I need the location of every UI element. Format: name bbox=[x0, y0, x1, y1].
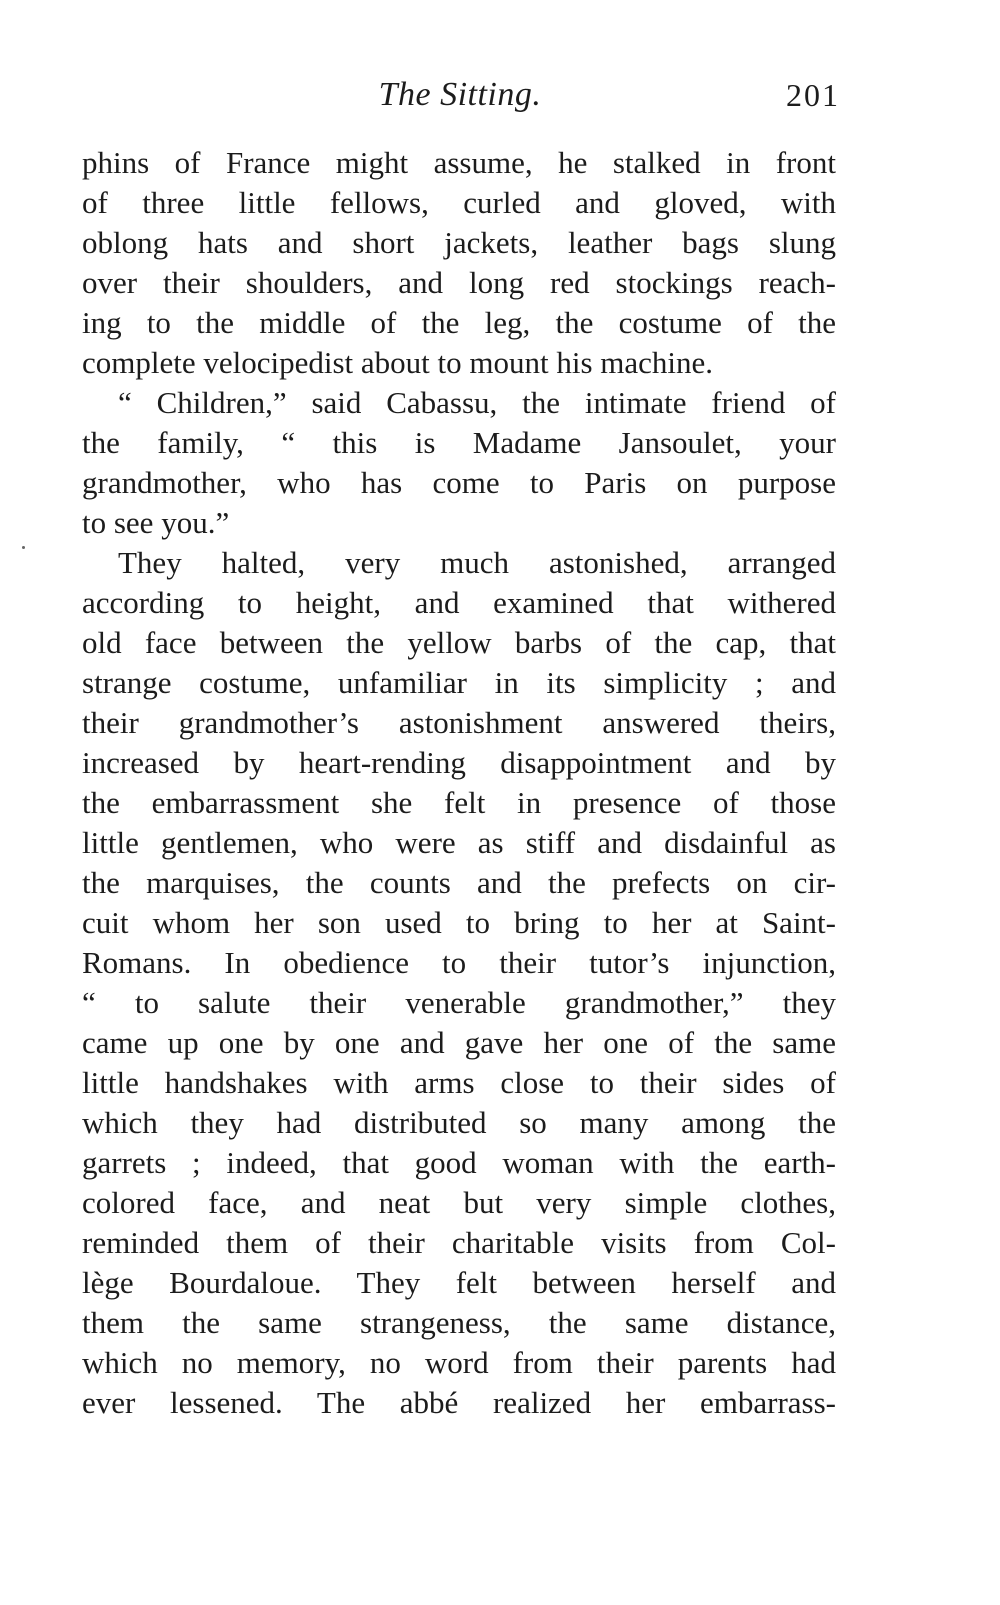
text-line: according to height, and examined that withered bbox=[82, 585, 836, 620]
text-line: old face between the yellow barbs of the cap, that bbox=[82, 625, 836, 660]
text-line: little gentlemen, who were as stiff and disdainful as bbox=[82, 825, 836, 860]
text-line: the family, “ this is Madame Jansoulet, your bbox=[82, 425, 836, 460]
text-line: the marquises, the counts and the prefects on cir- bbox=[82, 865, 836, 900]
text-line: increased by heart-rending disappointment and by bbox=[82, 745, 836, 780]
running-head bbox=[80, 70, 840, 120]
text-line: ing to the middle of the leg, the costume of the bbox=[82, 305, 836, 340]
text-line: which no memory, no word from their parents had bbox=[82, 1345, 836, 1380]
text-line: complete velocipedist about to mount his machine. bbox=[82, 345, 714, 380]
text-line: strange costume, unfamiliar in its simplicity ; and bbox=[82, 665, 836, 700]
body-text bbox=[82, 143, 836, 1423]
text-line: of three little fellows, curled and gloved, with bbox=[82, 185, 836, 220]
text-line: lège Bourdaloue. They felt between herself and bbox=[82, 1265, 836, 1300]
text-line: their grandmother’s astonishment answered theirs, bbox=[82, 705, 836, 740]
text-line: phins of France might assume, he stalked in front bbox=[82, 145, 836, 180]
text-line: Romans. In obedience to their tutor’s injunction, bbox=[82, 945, 836, 980]
text-line: cuit whom her son used to bring to her at Saint- bbox=[82, 905, 836, 940]
text-line: over their shoulders, and long red stockings reach- bbox=[82, 265, 836, 300]
text-line: little handshakes with arms close to their sides of bbox=[82, 1065, 836, 1100]
text-line: oblong hats and short jackets, leather bags slung bbox=[82, 225, 836, 260]
print-speck bbox=[22, 546, 25, 549]
text-line: them the same strangeness, the same distance, bbox=[82, 1305, 836, 1340]
page-number: 201 bbox=[786, 77, 840, 113]
text-line: colored face, and neat but very simple clothes, bbox=[82, 1185, 836, 1220]
text-line: They halted, very much astonished, arranged bbox=[118, 545, 836, 580]
paragraph bbox=[82, 143, 836, 383]
paragraph bbox=[82, 383, 836, 543]
text-line: “ to salute their venerable grandmother,” they bbox=[82, 985, 836, 1020]
text-line: which they had distributed so many among the bbox=[82, 1105, 836, 1140]
text-line: came up one by one and gave her one of the same bbox=[82, 1025, 836, 1060]
text-line: ever lessened. The abbé realized her embarrass- bbox=[82, 1385, 836, 1420]
text-line: grandmother, who has come to Paris on purpose bbox=[82, 465, 836, 500]
paragraph bbox=[82, 543, 836, 1423]
text-line: “ Children,” said Cabassu, the intimate friend of bbox=[118, 385, 836, 420]
running-title: The Sitting. bbox=[378, 76, 542, 113]
text-line: the embarrassment she felt in presence of those bbox=[82, 785, 836, 820]
text-line: to see you.” bbox=[82, 505, 230, 540]
text-line: garrets ; indeed, that good woman with the earth- bbox=[82, 1145, 836, 1180]
text-line: reminded them of their charitable visits from Col- bbox=[82, 1225, 836, 1260]
